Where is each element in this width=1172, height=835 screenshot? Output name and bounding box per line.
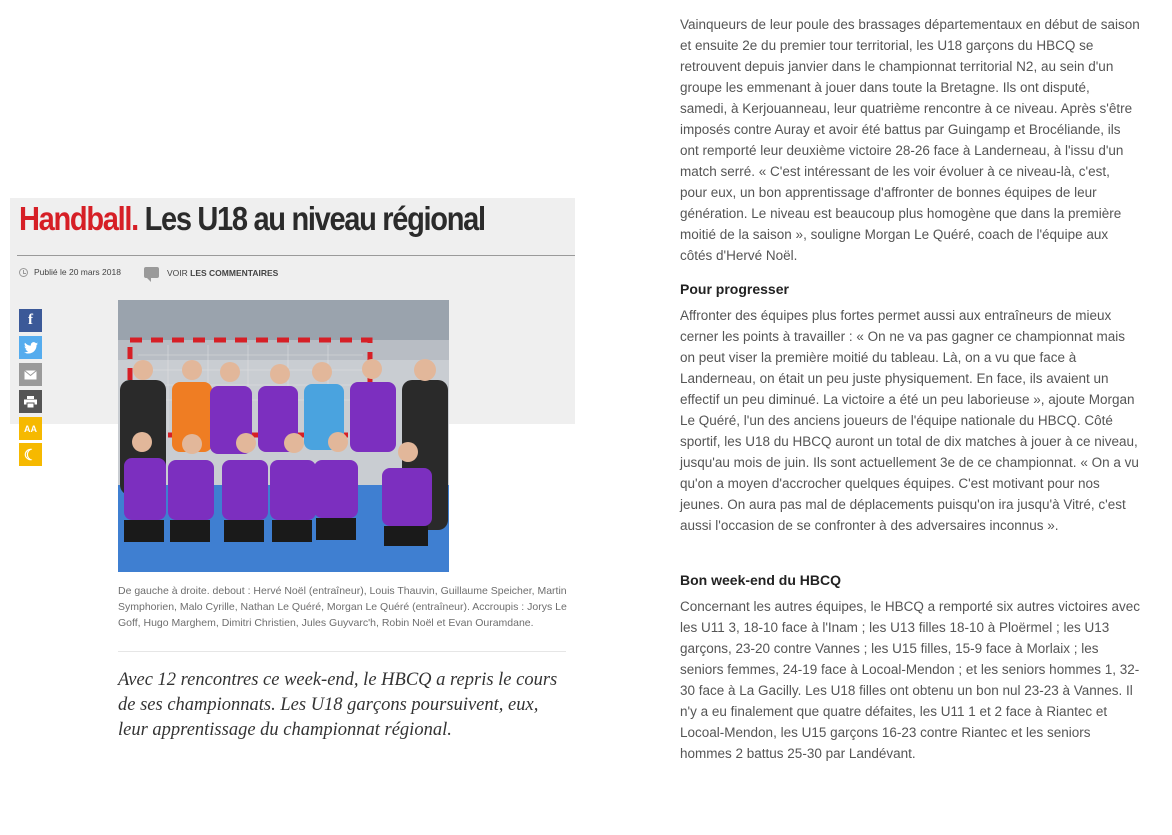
text-size-icon: AA	[24, 423, 37, 434]
envelope-icon	[24, 370, 37, 380]
facebook-share-button[interactable]	[19, 309, 42, 332]
comments-label: LES COMMENTAIRES	[190, 267, 279, 278]
twitter-share-button[interactable]	[19, 336, 42, 359]
text-size-button[interactable]	[19, 417, 42, 440]
article-title	[19, 200, 503, 238]
comments-link[interactable]	[144, 267, 278, 278]
clock-icon	[19, 268, 28, 277]
title-kicker: Handball.	[19, 200, 138, 237]
article-paragraph-2: Affronter des équipes plus fortes permet aussi aux entraîneurs de mieux cerner les points à travailler : « On ne va pas gagner ce championnat mais on peut viser la première moitié du tableau. Là, on a vu que face à Landerneau, on était un peu juste physiquement. En face, ils avaient un effectif un peu diminué. La victoire a été un peu laborieuse », ajoute Morgan Le Quéré, l'un des anciens joueurs de l'équipe nationale du HBCQ. Côté sportif, les U18 du HBCQ auront un total de dix matches à jouer à ce niveau, jusqu'au mois de juin. Ils sont actuellement 3e de ce championnat. « On a vu qu'on a moyen d'accrocher quelques équipes. C'est motivant pour nos jeunes. On aura pas mal de déplacements puisqu'on ira jusqu'à Vitré, c'est aussi l'occasion de se confronter à des adversaires inconnus ».	[680, 308, 1139, 533]
article-lead: Avec 12 rencontres ce week-end, le HBCQ a repris le cours de ses championnats. Les U18 garçons poursuivent, eux, leur apprentissage du championnat régional.	[118, 670, 558, 740]
photo-caption: De gauche à droite. debout : Hervé Noël (entraîneur), Louis Thauvin, Guillaume Speicher, Martin Symphorien, Malo Cyrille, Nathan Le Quéré, Morgan Le Quéré (entraîneur). Accroupis : Jorys Le Goff, Hugo Marghem, Dimitri Christien, Jules Guyvarc'h, Robin Noël et Evan Ouramdane.	[118, 585, 567, 629]
title-divider	[17, 255, 575, 256]
print-button[interactable]	[19, 390, 42, 413]
publish-date-text: Publié le 20 mars 2018	[34, 267, 121, 277]
night-mode-button[interactable]	[19, 443, 42, 466]
email-share-button[interactable]	[19, 363, 42, 386]
publish-date	[19, 267, 121, 277]
moon-icon: ☾	[23, 446, 38, 464]
caption-divider	[118, 651, 566, 652]
printer-icon	[24, 396, 37, 408]
comments-prefix: VOIR	[167, 267, 188, 278]
facebook-icon: f	[28, 312, 33, 328]
team-photo-illustration	[118, 300, 449, 572]
comment-icon	[144, 267, 159, 278]
subheading-pour-progresser: Pour progresser	[680, 281, 789, 297]
subheading-bon-week-end: Bon week-end du HBCQ	[680, 572, 842, 588]
article-paragraph-3: Concernant les autres équipes, le HBCQ a remporté six autres victoires avec les U11 3, 18-10 face à l'Inam ; les U13 filles 18-10 à Ploërmel ; les U13 garçons, 23-20 contre Vannes ; les U15 filles, 15-9 face à Morlaix ; les seniors femmes, 24-19 face à Locoal-Mendon ; et les seniors hommes 1, 32-30 face à La Gacilly. Les U18 filles ont obtenu un bon nul 23-23 à Vannes. Il n'y a eu finalement que quatre défaites, les U11 1 et 2 face à Riantec et Locoal-Mendon, les U15 garçons 16-23 contre Riantec et les seniors hommes 2 battus 25-30 par Landévant.	[680, 599, 1140, 761]
title-headline: Les U18 au niveau régional	[144, 200, 485, 237]
article-paragraph-1: Vainqueurs de leur poule des brassages départementaux en début de saison et ensuite 2e du premier tour territorial, les U18 garçons du HBCQ se retrouvent depuis janvier dans le championnat territorial N2, au sein d'un groupe les emmenant à jouer dans toute la Bretagne. Ils ont disputé, samedi, à Kerjouanneau, leur quatrième rencontre à ce niveau. Après s'être imposés contre Auray et avoir été battus par Guingamp et Brocéliande, ils ont remporté leur deuxième victoire 28-26 face à Landerneau, à l'issu d'un match serré. « C'est intéressant de les voir évoluer à ce niveau-là, c'est, pour eux, un bon apprentissage d'affronter de bonnes équipes de leur génération. Le niveau est beaucoup plus homogène que dans la première moitié de la saison », souligne Morgan Le Quéré, coach de l'équipe aux côtés d'Hervé Noël.	[680, 17, 1140, 263]
twitter-icon	[24, 342, 38, 354]
team-photo	[118, 300, 449, 572]
